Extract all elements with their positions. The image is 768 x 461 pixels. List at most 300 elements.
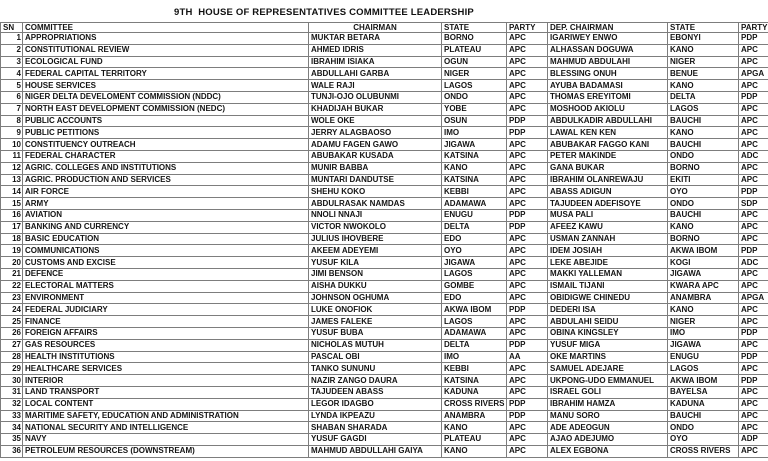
state-cell: EDO <box>442 292 507 304</box>
dep-party-cell: APC <box>739 363 768 375</box>
state-cell: AKWA IBOM <box>442 304 507 316</box>
chairman-cell: JERRY ALAGBAOSO <box>309 127 442 139</box>
dep-party-cell: APC <box>739 56 768 68</box>
dep-party-cell: APC <box>739 386 768 398</box>
dep-state-cell: NIGER <box>668 56 739 68</box>
dep-state-cell: EKITI <box>668 174 739 186</box>
committee-cell: PUBLIC ACCOUNTS <box>23 115 309 127</box>
dep-state-cell: JIGAWA <box>668 268 739 280</box>
sn-cell: 32 <box>1 398 23 410</box>
dep-state-cell: BENUE <box>668 68 739 80</box>
dep-chairman-cell: IBRAHIM HAMZA <box>548 398 668 410</box>
party-cell: PDP <box>507 221 548 233</box>
table-row <box>1 198 768 210</box>
state-cell: IMO <box>442 351 507 363</box>
table-row <box>1 150 768 162</box>
dep-chairman-cell: AYUBA BADAMASI <box>548 80 668 92</box>
table-row <box>1 103 768 115</box>
dep-chairman-cell: MAHMUD ABDULAHI <box>548 56 668 68</box>
table-row <box>1 351 768 363</box>
committee-column-header: COMMITTEE <box>23 23 309 33</box>
table-row <box>1 434 768 446</box>
committee-cell: DEFENCE <box>23 268 309 280</box>
committee-cell: AIR FORCE <box>23 186 309 198</box>
sn-cell: 11 <box>1 150 23 162</box>
sn-cell: 1 <box>1 33 23 45</box>
chairman-cell: IBRAHIM ISIAKA <box>309 56 442 68</box>
dep-state-cell: AKWA IBOM <box>668 245 739 257</box>
dep-party-cell: APC <box>739 410 768 422</box>
chairman-cell: SHEHU KOKO <box>309 186 442 198</box>
committee-cell: LOCAL CONTENT <box>23 398 309 410</box>
dep-party-cell: APC <box>739 339 768 351</box>
dep-state-cell: BAYELSA <box>668 386 739 398</box>
dep-chairman-cell: ABDULAHI SEIDU <box>548 316 668 328</box>
dep-party-cell: ADP <box>739 434 768 446</box>
sn-cell: 21 <box>1 268 23 280</box>
dep-chairman-cell: SAMUEL ADEJARE <box>548 363 668 375</box>
dep-chairman-cell: OKE MARTINS <box>548 351 668 363</box>
dep-state-cell: OYO <box>668 186 739 198</box>
party-cell: APC <box>507 445 548 457</box>
dep-party-cell: APC <box>739 268 768 280</box>
chairman-cell: JIMI BENSON <box>309 268 442 280</box>
table-row <box>1 162 768 174</box>
dep-state-cell: KADUNA <box>668 398 739 410</box>
dep-party-cell: APC <box>739 162 768 174</box>
state-cell: KATSINA <box>442 150 507 162</box>
party-cell: PDP <box>507 209 548 221</box>
dep-chairman-cell: UKPONG-UDO EMMANUEL <box>548 375 668 387</box>
table-row <box>1 44 768 56</box>
party-cell: APC <box>507 434 548 446</box>
table-row <box>1 386 768 398</box>
dep-state-cell: KWARA APC <box>668 280 739 292</box>
table-body <box>1 33 768 458</box>
party-cell: APC <box>507 139 548 151</box>
committee-cell: FOREIGN AFFAIRS <box>23 327 309 339</box>
party-cell: APC <box>507 91 548 103</box>
dep-state-cell: BORNO <box>668 162 739 174</box>
dep-party-cell: PDP <box>739 245 768 257</box>
state-column-header: STATE <box>442 23 507 33</box>
chairman-cell: PASCAL OBI <box>309 351 442 363</box>
dep-party-cell: APC <box>739 233 768 245</box>
chairman-cell: JOHNSON OGHUMA <box>309 292 442 304</box>
party-cell: PDP <box>507 398 548 410</box>
dep-party-cell: APC <box>739 174 768 186</box>
state-cell: YOBE <box>442 103 507 115</box>
party-cell: APC <box>507 198 548 210</box>
dep-party-cell: SDP <box>739 198 768 210</box>
state-cell: CROSS RIVERS <box>442 398 507 410</box>
chairman-cell: WOLE OKE <box>309 115 442 127</box>
party-cell: APC <box>507 174 548 186</box>
party-cell: PDP <box>507 304 548 316</box>
committee-cell: AVIATION <box>23 209 309 221</box>
chairman-cell: NAZIR ZANGO DAURA <box>309 375 442 387</box>
sn-cell: 9 <box>1 127 23 139</box>
state-cell: BORNO <box>442 33 507 45</box>
dep-state-cell: KANO <box>668 127 739 139</box>
sn-cell: 26 <box>1 327 23 339</box>
state-cell: LAGOS <box>442 316 507 328</box>
committee-cell: PETROLEUM RESOURCES (DOWNSTREAM) <box>23 445 309 457</box>
chairman-cell: MAHMUD ABDULLAHI GAIYA <box>309 445 442 457</box>
state-cell: PLATEAU <box>442 434 507 446</box>
state-cell: ADAMAWA <box>442 327 507 339</box>
table-row <box>1 292 768 304</box>
committee-cell: GAS RESOURCES <box>23 339 309 351</box>
state-cell: ANAMBRA <box>442 410 507 422</box>
party-cell: APC <box>507 280 548 292</box>
committee-cell: FEDERAL JUDICIARY <box>23 304 309 316</box>
dep-chairman-cell: IGARIWEY ENWO <box>548 33 668 45</box>
dep-chairman-cell: AJAO ADEJUMO <box>548 434 668 446</box>
table-row <box>1 139 768 151</box>
dep-chairman-cell: TAJUDEEN ADEFISOYE <box>548 198 668 210</box>
chairman-cell: JULIUS IHOVBERE <box>309 233 442 245</box>
state-cell: KANO <box>442 162 507 174</box>
dep-chairman-cell: GANA BUKAR <box>548 162 668 174</box>
dep-state-cell: ONDO <box>668 198 739 210</box>
dep-chairman-cell: ALEX EGBONA <box>548 445 668 457</box>
dep-state-cell: BAUCHI <box>668 139 739 151</box>
state-cell: LAGOS <box>442 268 507 280</box>
dep-chairman-cell: MUSA PALI <box>548 209 668 221</box>
dep-party-cell: APC <box>739 44 768 56</box>
sn-cell: 3 <box>1 56 23 68</box>
dep-state-cell: OYO <box>668 434 739 446</box>
dep-chairman-cell: PETER MAKINDE <box>548 150 668 162</box>
dep-chairman-cell: ABDULKADIR ABDULLAHI <box>548 115 668 127</box>
dep-state-cell: AKWA IBOM <box>668 375 739 387</box>
dep-chairman-cell: IBRAHIM OLANREWAJU <box>548 174 668 186</box>
sn-cell: 29 <box>1 363 23 375</box>
committee-cell: ENVIRONMENT <box>23 292 309 304</box>
dep-state-cell: KANO <box>668 304 739 316</box>
table-row <box>1 33 768 45</box>
state-cell: DELTA <box>442 221 507 233</box>
dep-state-cell: LAGOS <box>668 103 739 115</box>
party-cell: APC <box>507 375 548 387</box>
table-row <box>1 316 768 328</box>
party-cell: APC <box>507 44 548 56</box>
committee-cell: ELECTORAL MATTERS <box>23 280 309 292</box>
state-cell: KANO <box>442 422 507 434</box>
party-cell: PDP <box>507 115 548 127</box>
state-cell: KEBBI <box>442 363 507 375</box>
state-cell: ENUGU <box>442 209 507 221</box>
sn-column-header: SN <box>1 23 23 33</box>
dep-state-cell: BORNO <box>668 233 739 245</box>
state-cell: ONDO <box>442 91 507 103</box>
party-cell: APC <box>507 245 548 257</box>
chairman-cell: ABUBAKAR KUSADA <box>309 150 442 162</box>
sn-cell: 24 <box>1 304 23 316</box>
dep-party-cell: APC <box>739 280 768 292</box>
sn-cell: 18 <box>1 233 23 245</box>
table-row <box>1 304 768 316</box>
dep-state-cell: ONDO <box>668 150 739 162</box>
table-row <box>1 186 768 198</box>
party-cell: PDP <box>507 410 548 422</box>
table-row <box>1 127 768 139</box>
dep-chairman-cell: OBINA KINGSLEY <box>548 327 668 339</box>
sn-cell: 5 <box>1 80 23 92</box>
party-cell: APC <box>507 33 548 45</box>
sn-cell: 14 <box>1 186 23 198</box>
chairman-cell: LYNDA IKPEAZU <box>309 410 442 422</box>
state-cell: PLATEAU <box>442 44 507 56</box>
committee-cell: CONSTITUENCY OUTREACH <box>23 139 309 151</box>
table-row <box>1 398 768 410</box>
dep-party-cell: APC <box>739 127 768 139</box>
table-row <box>1 91 768 103</box>
committee-cell: APPROPRIATIONS <box>23 33 309 45</box>
chairman-cell: MUNIR BABBA <box>309 162 442 174</box>
dep-state-cell: DELTA <box>668 91 739 103</box>
dep-chairman-cell: MAKKI YALLEMAN <box>548 268 668 280</box>
committee-cell: BASIC EDUCATION <box>23 233 309 245</box>
dep-chairman-cell: LEKE ABEJIDE <box>548 257 668 269</box>
committee-cell: AGRIC. PRODUCTION AND SERVICES <box>23 174 309 186</box>
dep-state-cell: CROSS RIVERS <box>668 445 739 457</box>
dep-chairman-cell: ABUBAKAR FAGGO KANI <box>548 139 668 151</box>
table-row <box>1 174 768 186</box>
dep-party-cell: APC <box>739 221 768 233</box>
table-row <box>1 339 768 351</box>
chairman-cell: YUSUF KILA <box>309 257 442 269</box>
chairman-cell: ADAMU FAGEN GAWO <box>309 139 442 151</box>
sn-cell: 20 <box>1 257 23 269</box>
page-title: 9TH HOUSE OF REPRESENTATIVES COMMITTEE LEADERSHIP <box>174 7 474 18</box>
party-cell: APC <box>507 56 548 68</box>
state-cell: IMO <box>442 127 507 139</box>
committee-cell: LAND TRANSPORT <box>23 386 309 398</box>
dep-chairman-cell: LAWAL KEN KEN <box>548 127 668 139</box>
state-cell: DELTA <box>442 339 507 351</box>
committee-cell: MARITIME SAFETY, EDUCATION AND ADMINISTRATION <box>23 410 309 422</box>
dep-state-cell: ONDO <box>668 422 739 434</box>
table-row <box>1 115 768 127</box>
party-cell: APC <box>507 422 548 434</box>
dep-party-cell: PDP <box>739 186 768 198</box>
sn-cell: 19 <box>1 245 23 257</box>
committee-cell: NIGER DELTA DEVELOMENT COMMISSION (NDDC) <box>23 91 309 103</box>
party-cell: APC <box>507 363 548 375</box>
committee-cell: COMMUNICATIONS <box>23 245 309 257</box>
party-cell: APC <box>507 257 548 269</box>
dep-state-cell: BAUCHI <box>668 410 739 422</box>
dep-chairman-cell: AFEEZ KAWU <box>548 221 668 233</box>
sn-cell: 2 <box>1 44 23 56</box>
dep-party-cell: APC <box>739 316 768 328</box>
committee-cell: HOUSE SERVICES <box>23 80 309 92</box>
dep-state-cell: ENUGU <box>668 351 739 363</box>
committee-cell: CONSTITUTIONAL REVIEW <box>23 44 309 56</box>
state-cell: KATSINA <box>442 375 507 387</box>
state-cell: ADAMAWA <box>442 198 507 210</box>
chairman-cell: SHABAN SHARADA <box>309 422 442 434</box>
sn-cell: 4 <box>1 68 23 80</box>
state-cell: KADUNA <box>442 386 507 398</box>
sn-cell: 34 <box>1 422 23 434</box>
party-cell: APC <box>507 162 548 174</box>
dep-state-cell: ANAMBRA <box>668 292 739 304</box>
dep-party-cell: APC <box>739 139 768 151</box>
chairman-cell: AHMED IDRIS <box>309 44 442 56</box>
state-cell: KATSINA <box>442 174 507 186</box>
chairman-cell: ABDULRASAK NAMDAS <box>309 198 442 210</box>
party-cell: APC <box>507 292 548 304</box>
dep-state-cell: IMO <box>668 327 739 339</box>
state-cell: NIGER <box>442 68 507 80</box>
table-row <box>1 422 768 434</box>
committee-cell: HEALTH INSTITUTIONS <box>23 351 309 363</box>
dep-chairman-cell: ABASS ADIGUN <box>548 186 668 198</box>
table-row <box>1 80 768 92</box>
party-cell: PDP <box>507 127 548 139</box>
header-row <box>1 23 768 33</box>
state-cell: GOMBE <box>442 280 507 292</box>
party-cell: APC <box>507 268 548 280</box>
sn-cell: 13 <box>1 174 23 186</box>
dep-chairman-column-header: DEP. CHAIRMAN <box>548 23 668 33</box>
dep-chairman-cell: ISRAEL GOLI <box>548 386 668 398</box>
chairman-cell: VICTOR NWOKOLO <box>309 221 442 233</box>
dep-state-column-header: STATE <box>668 23 739 33</box>
sn-cell: 8 <box>1 115 23 127</box>
dep-state-cell: KANO <box>668 44 739 56</box>
dep-chairman-cell: ISMAIL TIJANI <box>548 280 668 292</box>
committee-cell: FEDERAL CHARACTER <box>23 150 309 162</box>
party-cell: APC <box>507 103 548 115</box>
dep-chairman-cell: BLESSING ONUH <box>548 68 668 80</box>
dep-party-cell: APGA <box>739 68 768 80</box>
party-cell: APC <box>507 233 548 245</box>
sn-cell: 15 <box>1 198 23 210</box>
dep-party-cell: APC <box>739 398 768 410</box>
table-row <box>1 280 768 292</box>
sn-cell: 6 <box>1 91 23 103</box>
state-cell: LAGOS <box>442 80 507 92</box>
chairman-cell: JAMES FALEKE <box>309 316 442 328</box>
chairman-cell: TAJUDEEN ABASS <box>309 386 442 398</box>
chairman-cell: YUSUF GAGDI <box>309 434 442 446</box>
chairman-cell: AKEEM ADEYEMI <box>309 245 442 257</box>
party-cell: APC <box>507 327 548 339</box>
dep-party-cell: PDP <box>739 91 768 103</box>
dep-party-cell: APC <box>739 115 768 127</box>
dep-party-cell: PDP <box>739 351 768 363</box>
dep-party-cell: PDP <box>739 327 768 339</box>
dep-party-cell: ADC <box>739 257 768 269</box>
chairman-cell: ABDULLAHI GARBA <box>309 68 442 80</box>
committee-cell: NORTH EAST DEVELOPMENT COMMISSION (NEDC) <box>23 103 309 115</box>
dep-state-cell: BAUCHI <box>668 209 739 221</box>
table-row <box>1 268 768 280</box>
sn-cell: 10 <box>1 139 23 151</box>
table-row <box>1 257 768 269</box>
chairman-cell: NICHOLAS MUTUH <box>309 339 442 351</box>
dep-party-cell: APC <box>739 445 768 457</box>
dep-chairman-cell: MANU SORO <box>548 410 668 422</box>
table-row <box>1 445 768 457</box>
party-cell: PDP <box>507 339 548 351</box>
committee-cell: ARMY <box>23 198 309 210</box>
dep-party-column-header: PARTY <box>739 23 768 33</box>
party-cell: APC <box>507 316 548 328</box>
chairman-cell: NNOLI NNAJI <box>309 209 442 221</box>
table-row <box>1 410 768 422</box>
table-row <box>1 363 768 375</box>
committee-cell: HEALTHCARE SERVICES <box>23 363 309 375</box>
chairman-cell: YUSUF BUBA <box>309 327 442 339</box>
sn-cell: 35 <box>1 434 23 446</box>
party-cell: APC <box>507 150 548 162</box>
committee-cell: FEDERAL CAPITAL TERRITORY <box>23 68 309 80</box>
committee-cell: CUSTOMS AND EXCISE <box>23 257 309 269</box>
dep-state-cell: JIGAWA <box>668 339 739 351</box>
dep-party-cell: PDP <box>739 33 768 45</box>
party-cell: APC <box>507 186 548 198</box>
state-cell: OSUN <box>442 115 507 127</box>
state-cell: JIGAWA <box>442 257 507 269</box>
sn-cell: 30 <box>1 375 23 387</box>
state-cell: KEBBI <box>442 186 507 198</box>
sn-cell: 23 <box>1 292 23 304</box>
dep-chairman-cell: DEDERI ISA <box>548 304 668 316</box>
committee-cell: ECOLOGICAL FUND <box>23 56 309 68</box>
committee-cell: BANKING AND CURRENCY <box>23 221 309 233</box>
chairman-cell: TUNJI-OJO OLUBUNMI <box>309 91 442 103</box>
dep-party-cell: APC <box>739 209 768 221</box>
sn-cell: 17 <box>1 221 23 233</box>
table-row <box>1 233 768 245</box>
chairman-cell: LUKE ONOFIOK <box>309 304 442 316</box>
state-cell: OYO <box>442 245 507 257</box>
dep-state-cell: KANO <box>668 221 739 233</box>
chairman-cell: AISHA DUKKU <box>309 280 442 292</box>
sn-cell: 31 <box>1 386 23 398</box>
sn-cell: 27 <box>1 339 23 351</box>
sn-cell: 22 <box>1 280 23 292</box>
dep-chairman-cell: ALHASSAN DOGUWA <box>548 44 668 56</box>
dep-chairman-cell: YUSUF MIGA <box>548 339 668 351</box>
dep-state-cell: EBONYI <box>668 33 739 45</box>
dep-party-cell: APC <box>739 80 768 92</box>
party-cell: APC <box>507 68 548 80</box>
table-row <box>1 56 768 68</box>
dep-state-cell: KANO <box>668 80 739 92</box>
dep-party-cell: APC <box>739 103 768 115</box>
dep-state-cell: NIGER <box>668 316 739 328</box>
dep-party-cell: ADC <box>739 150 768 162</box>
table-row <box>1 245 768 257</box>
state-cell: EDO <box>442 233 507 245</box>
state-cell: KANO <box>442 445 507 457</box>
committee-cell: AGRIC. COLLEGES AND INSTITUTIONS <box>23 162 309 174</box>
dep-chairman-cell: ADE ADEOGUN <box>548 422 668 434</box>
state-cell: JIGAWA <box>442 139 507 151</box>
committee-cell: INTERIOR <box>23 375 309 387</box>
sn-cell: 28 <box>1 351 23 363</box>
dep-party-cell: APGA <box>739 292 768 304</box>
sn-cell: 12 <box>1 162 23 174</box>
dep-state-cell: LAGOS <box>668 363 739 375</box>
dep-party-cell: APC <box>739 422 768 434</box>
